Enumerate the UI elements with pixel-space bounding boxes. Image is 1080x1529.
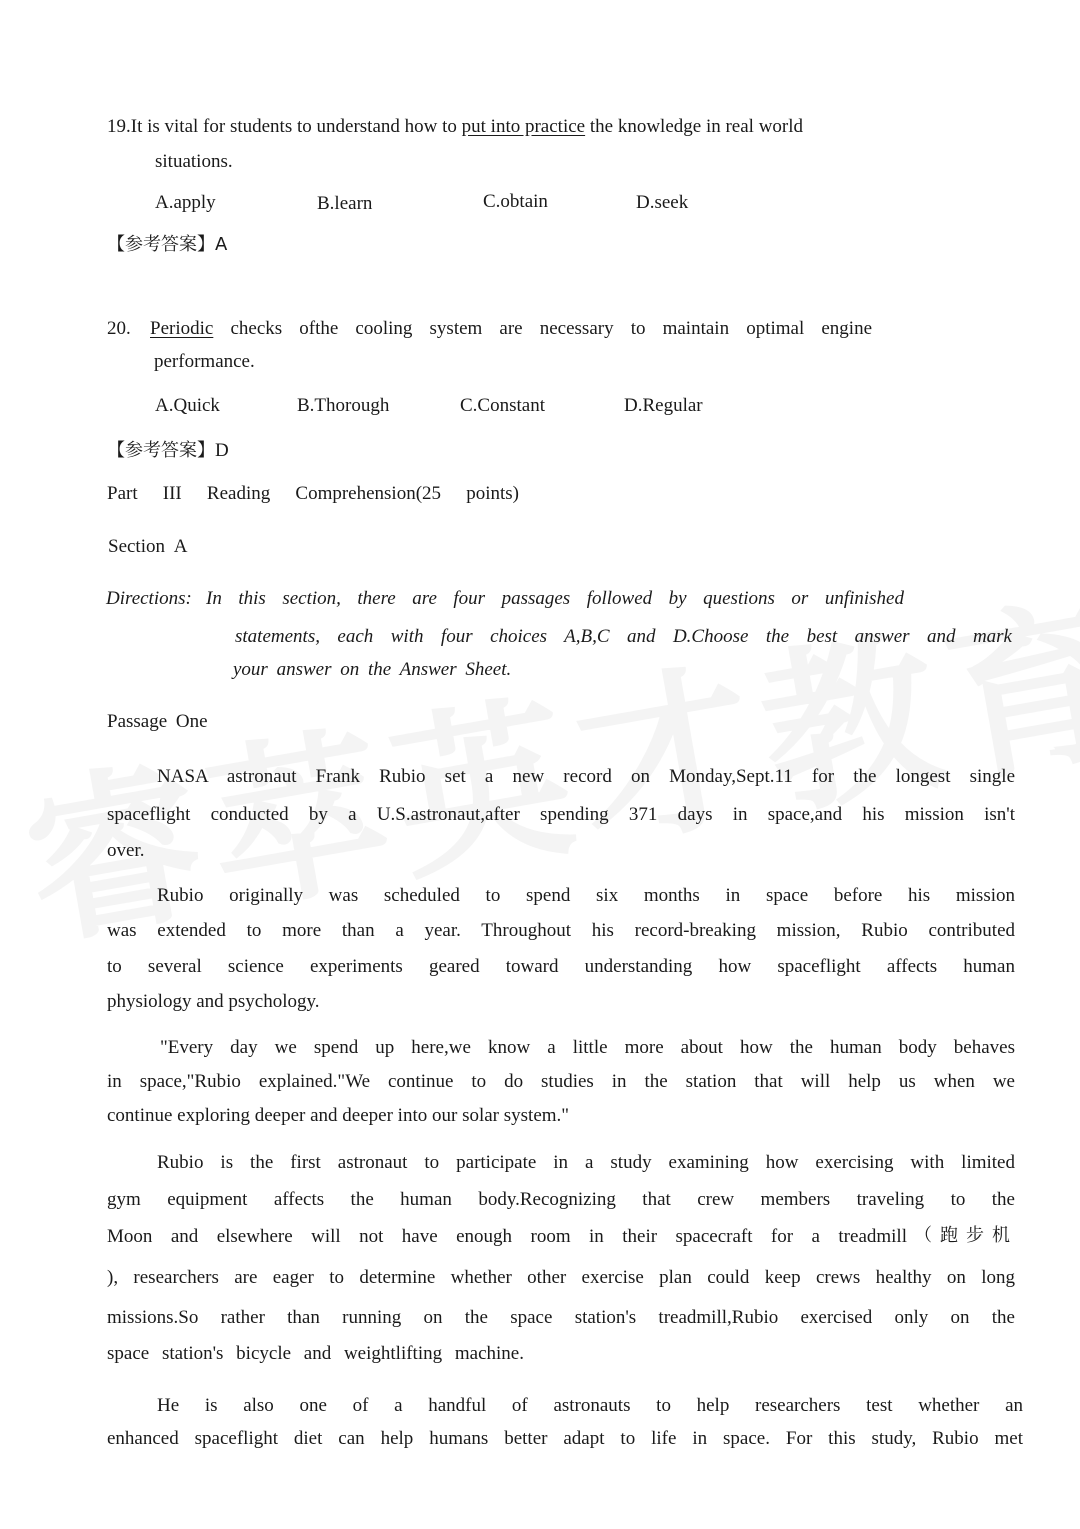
directions-line-2: statements, each with four choices A,B,C and D.Choose the best answer and mark: [235, 626, 1012, 647]
question-20-number: 20.: [107, 318, 131, 339]
p2-line-2: was extended to more than a year. Throughout his record-breaking mission, Rubio contributed: [107, 920, 1015, 941]
p1-line-3: over.: [107, 840, 145, 861]
answer-value: D: [215, 440, 229, 461]
part-heading: Part III Reading Comprehension(25 points): [107, 483, 519, 504]
q19-option-b: B.learn: [317, 193, 373, 214]
p4-line-5: missions.So rather than running on the space station's treadmill,Rubio exercised only on the: [107, 1307, 1015, 1328]
p3-line-2: in space,"Rubio explained."We continue to do studies in the station that will help us when we: [107, 1071, 1015, 1092]
question-19-continuation: situations.: [155, 151, 233, 172]
question-19-stem: [107, 117, 803, 136]
p2-line-3: to several science experiments geared toward understanding how spaceflight affects human: [107, 956, 1015, 977]
p4-line-2: gym equipment affects the human body.Recognizing that crew members traveling to the: [107, 1189, 1015, 1210]
q20-option-a: A.Quick: [155, 395, 220, 416]
p2-line-4: physiology and psychology.: [107, 991, 320, 1012]
q19-text-before: 19.It is vital for students to understand how to: [107, 116, 462, 137]
directions-line-1: In this section, there are four passages followed by questions or unfinished: [206, 588, 904, 609]
question-20-continuation: performance.: [154, 351, 255, 372]
answer-value: A: [215, 234, 228, 255]
q19-option-d: D.seek: [636, 192, 689, 213]
directions-label: Directions:: [106, 588, 192, 609]
q19-answer: [107, 235, 227, 254]
question-20-stem: [150, 319, 872, 341]
p5-line-2: enhanced spaceflight diet can help humans better adapt to life in space. For this study, Rubio met: [107, 1428, 1023, 1449]
p4-line-6: space station's bicycle and weightlifting machine.: [107, 1343, 524, 1364]
p4-chinese-gloss: （跑步机: [914, 1225, 1018, 1246]
p5-line-1: He is also one of a handful of astronauts to help researchers test whether an: [157, 1395, 1023, 1416]
p4-line-1: Rubio is the first astronaut to participate in a study examining how exercising with limited: [157, 1152, 1015, 1173]
p1-line-2: spaceflight conducted by a U.S.astronaut,after spending 371 days in space,and his mission isn't: [107, 804, 1015, 825]
q19-option-c: C.obtain: [483, 191, 548, 212]
q20-answer: [107, 441, 229, 460]
answer-label: 【参考答案】: [107, 440, 215, 461]
q19-option-a: A.apply: [155, 192, 216, 213]
q20-option-c: C.Constant: [460, 395, 545, 416]
p3-line-3: continue exploring deeper and deeper into our solar system.": [107, 1105, 570, 1126]
passage-title: Passage One: [107, 711, 208, 732]
q19-text-after: the knowledge in real world: [585, 116, 804, 137]
q20-text: checks ofthe cooling system are necessary to maintain optimal engine: [230, 318, 873, 339]
answer-label: 【参考答案】: [107, 234, 215, 255]
q20-underlined-word: Periodic: [150, 318, 214, 339]
section-heading: Section A: [108, 536, 188, 557]
directions-line-3: your answer on the Answer Sheet.: [233, 659, 512, 680]
p3-line-1: "Every day we spend up here,we know a little more about how the human body behaves: [160, 1037, 1015, 1058]
p4-line-3: Moon and elsewhere will not have enough room in their spacecraft for a treadmill: [107, 1226, 907, 1247]
p1-line-1: NASA astronaut Frank Rubio set a new record on Monday,Sept.11 for the longest single: [157, 766, 1015, 787]
p4-line-4: ), researchers are eager to determine whether other exercise plan could keep crews healthy on long: [107, 1267, 1015, 1288]
q20-option-d: D.Regular: [624, 395, 703, 416]
q20-option-b: B.Thorough: [297, 395, 390, 416]
p2-line-1: Rubio originally was scheduled to spend six months in space before his mission: [157, 885, 1015, 906]
q19-underlined-phrase: put into practice: [461, 116, 586, 137]
